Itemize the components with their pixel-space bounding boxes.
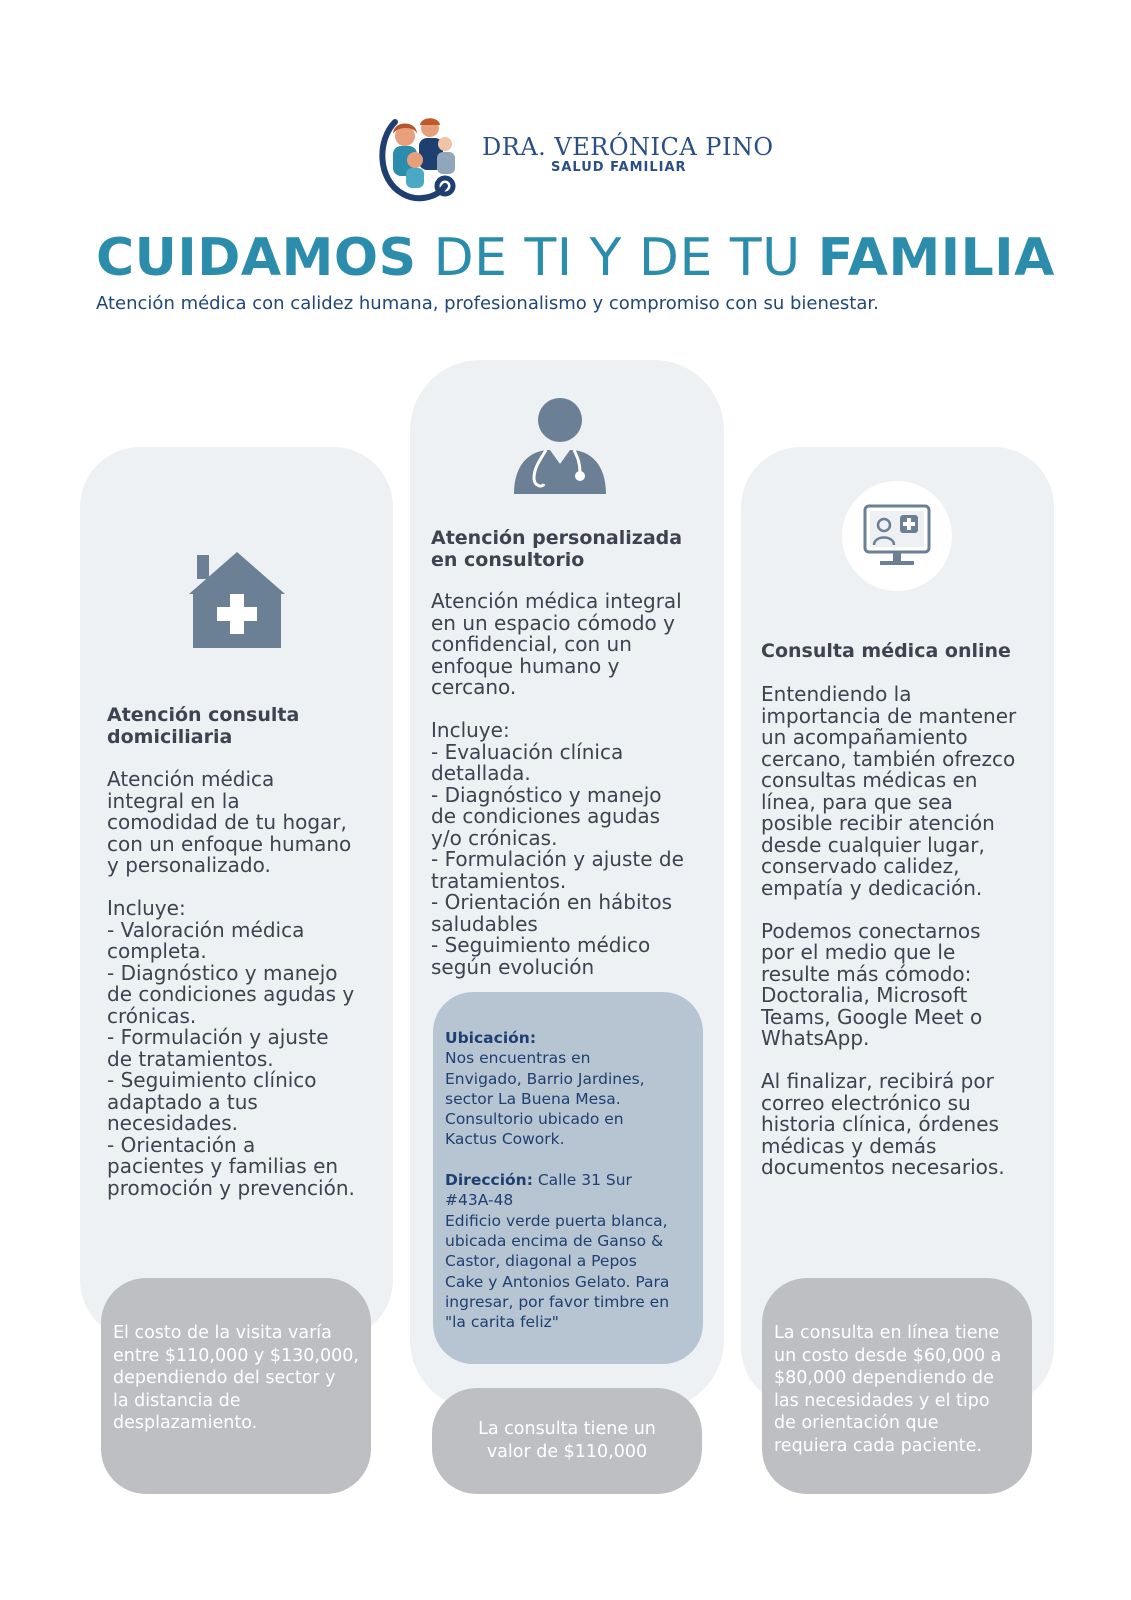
card-office-title: Atención personalizada en consultorio [431,527,683,571]
card-home-body: Atención médica integral en la comodidad de tu hogar, con un enfoque humano y personalizado. Incluye: - Valoración médica completa. - Diagnóstico y manejo de condiciones agudas y crónicas. - Formulación y ajuste de tratamientos. - Seguimiento clínico adaptado a tus necesidades. - Orientación a pacientes y familias en promoción y prevención. [107,767,355,1200]
price-online-text: La consulta en línea tiene un costo desde $60,000 a $80,000 dependiendo de las necesidades y el tipo de orientación que requiera cada paciente. [774,1323,1002,1456]
address-text: Calle 31 Sur #43A-48 Edificio verde puerta blanca, ubicada encima de Ganso & Castor, diagonal a Pepos Cake y Antonios Gelato. Para ingresar, por favor timbre en "la carita feliz" [445,1171,670,1332]
family-stethoscope-logo-icon [375,110,470,205]
doctor-stethoscope-icon [510,398,610,498]
address-label: Dirección: [445,1171,533,1190]
telemedicine-monitor-icon [862,503,932,569]
house-medical-icon [187,550,287,650]
price-office-text: La consulta tiene un valor de $110,000 [478,1419,656,1462]
page-subtitle: Atención médica con calidez humana, profesionalismo y compromiso con su bienestar. [96,293,879,314]
location-info [445,1028,701,1332]
card-office-body: Atención médica integral en un espacio cómodo y confidencial, con un enfoque humano y cercano. Incluye: - Evaluación clínica detallada. - Diagnóstico y manejo de condiciones agudas y/o crónicas. - Formulación y ajuste de tratamientos. - Orientación en hábitos saludables - Seguimiento médico según evolución [431,589,684,979]
telemedicine-icon-badge [842,481,952,591]
price-office [432,1388,702,1494]
brand-name: DRA. VERÓNICA PINO [482,133,774,161]
headline-part-2: DE TI Y DE TU [416,228,818,288]
location-label: Ubicación: [445,1029,537,1047]
price-online [762,1278,1032,1494]
price-home-text: El costo de la visita varía entre $110,000 y $130,000, dependiendo del sector y la distancia de desplazamiento. [113,1323,359,1433]
price-home [101,1278,371,1494]
card-online-body: Entendiendo la importancia de mantener un acompañamiento cercano, también ofrezco consultas médicas en línea, para que sea posible recibir atención desde cualquier lugar, conservado calidez, empatía y dedicación. Podemos conectarnos por el medio que le resulte más cómodo: Doctoralia, Microsoft Teams, Google Meet o WhatsApp. Al finalizar, recibirá por correo electrónico su historia clínica, órdenes médicas y demás documentos necesarios. [761,682,1017,1179]
headline-part-1: CUIDAMOS [96,228,417,288]
location-box [433,992,703,1364]
page-headline [96,228,1055,288]
headline-part-3: FAMILIA [817,228,1055,288]
card-online-title: Consulta médica online [761,640,1011,662]
brand-subtitle: SALUD FAMILIAR [551,160,687,175]
card-home-title: Atención consulta domiciliaria [107,704,300,748]
location-text: Nos encuentras en Envigado, Barrio Jardines, sector La Buena Mesa. Consultorio ubicado en Kactus Cowork. [445,1049,645,1149]
